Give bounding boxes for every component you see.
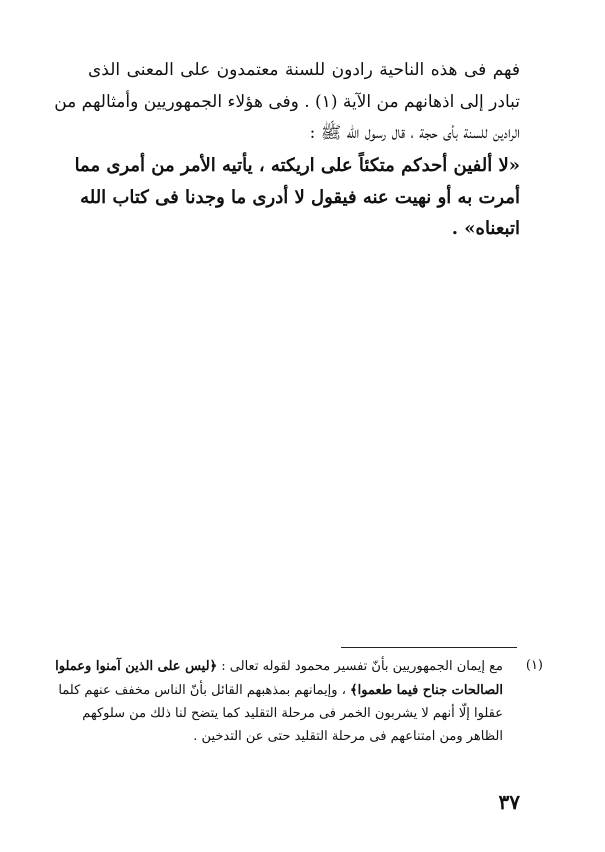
footnote-line-1 xyxy=(55,656,503,677)
footnote-line-3: عقلوا إلّا أنهم لا يشربون الخمر فى مرحلة التقليد كما يتضح لنا ذلك من سلوكهم xyxy=(82,706,503,721)
hadith-line-3: اتبعناه» . xyxy=(451,218,520,239)
footnote-line-2 xyxy=(58,680,503,701)
footnote-line-4: الظاهر ومن امتناعهم فى مرحلة التقليد حتى عن التدخين . xyxy=(193,729,503,744)
hadith-line-1: «لا ألفين أحدكم متكئاً على اريكته ، يأتيه الأمر من أمرى مما xyxy=(74,155,520,176)
footnote-quran-quote-end: الصالحات جناح فيما طعموا﴾ xyxy=(350,683,503,698)
body-line-3: الرادين للسنة بأى حجة ، قال رسول الله ﷺ : xyxy=(309,123,520,143)
footnote-separator xyxy=(341,647,517,648)
footnote-quran-quote-start: ﴿ليس على الذين آمنوا وعملوا xyxy=(55,659,218,674)
footnote-marker: (١) xyxy=(525,658,543,673)
hadith-line-2: أمرت به أو نهيت عنه فيقول لا أدرى ما وجدنا فى كتاب الله xyxy=(80,187,520,208)
footnote-line-1-text: مع إيمان الجمهوريين بأنّ تفسير محمود لقوله تعالى : xyxy=(217,659,503,674)
body-line-1: فهم فى هذه الناحية رادون للسنة معتمدون على المعنى الذى xyxy=(88,60,520,80)
page-number: ٣٧ xyxy=(498,790,520,814)
footnote-line-2-text: ، وإيمانهم بمذهبهم القائل بأنّ الناس مخفف عنهم كلما xyxy=(58,683,351,698)
body-line-2: تبادر إلى اذهانهم من الآية (١) . وفى هؤلاء الجمهوريين وأمثالهم من xyxy=(54,92,520,112)
